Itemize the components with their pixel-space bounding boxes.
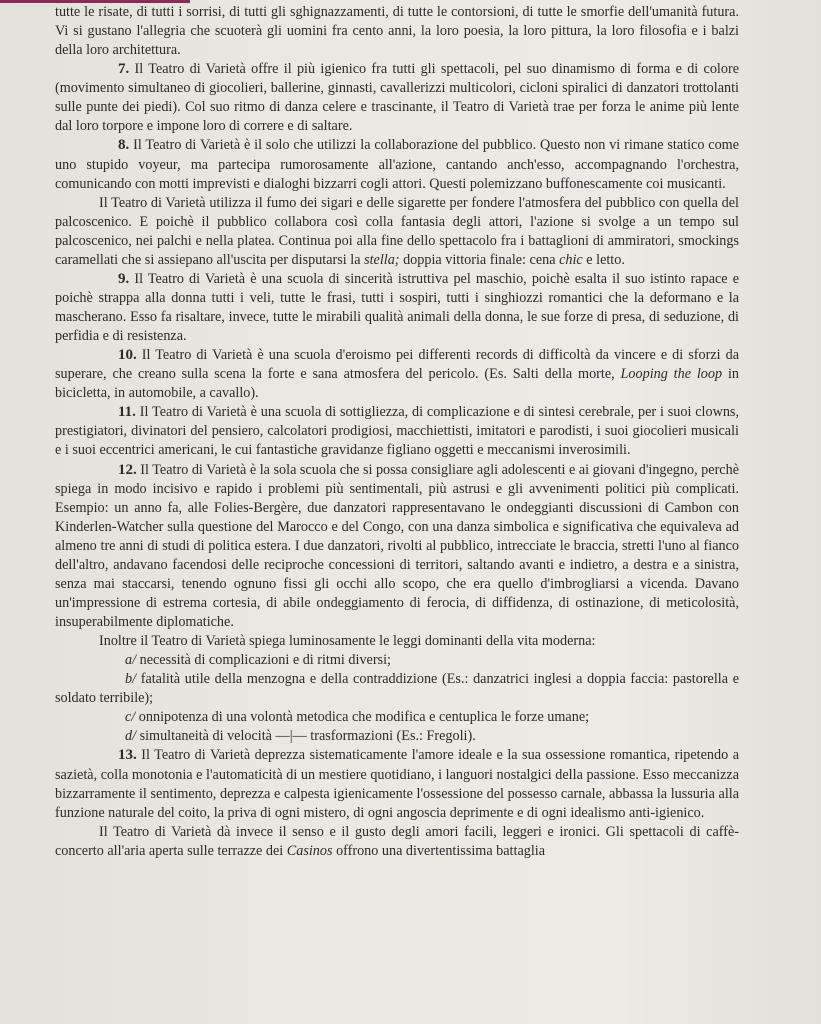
text-run: Il Teatro di Varietà deprezza sistematicamente l'amore ideale e la sua ossessione romantica, ripetendo a sazietà, colla monotonia e l'automaticità di un mestiere quotidiano, i languori nostalgici della passione. Esso meccanizza bizzarramente il sentimento, deprezza e calpesta igienicamente l'ossessione del possesso carnale, abbassa la lussuria alla funzione naturale del coito, la priva di ogni mistero, di ogni angoscia deprimente e di ogni idealismo anti-igienico. — [55, 747, 739, 821]
paragraph — [55, 3, 739, 60]
paragraph — [55, 727, 739, 746]
text-run: e letto. — [582, 251, 625, 268]
italic-text: b/ — [125, 671, 137, 688]
section-number: 12. — [118, 461, 137, 478]
text-run: Il Teatro di Varietà è una scuola di sincerità istruttiva pel maschio, poichè esalta il suo istinto rapace e poichè strappa alla donna tutti i veli, tutte le frasi, tutti i sospiri, tutti i singhiozzi romantici che la deformano e la mascherano. Esso fa risaltare, invece, tutte le mirabili qualità animali della donna, le sue forze di presa, di seduzione, di perfidia e di resistenza. — [55, 270, 739, 345]
text-run: Inoltre il Teatro di Varietà spiega luminosamente le leggi dominanti della vita moderna: — [99, 633, 596, 650]
text-run: fatalità utile della menzogna e della contraddizione (Es.: danzatrici inglesi a doppia faccia: pastorella e soldato terribile); — [55, 671, 739, 707]
document-page — [55, 3, 739, 861]
paragraph — [55, 823, 739, 861]
paragraph — [55, 651, 739, 670]
italic-text: stella; — [364, 251, 400, 268]
section-number: 11. — [118, 404, 136, 421]
text-run: tutte le risate, di tutti i sorrisi, di tutti gli sghignazzamenti, di tutte le contorsioni, di tutte le smorfie dell'umanità futura. Vi si gustano l'allegria che scuoterà gli uomini fra cento anni, la loro poesia, la loro pittura, la loro filosofia e i balzi della loro architettura. — [55, 4, 739, 59]
paragraph — [55, 632, 739, 651]
section-number: 9. — [118, 270, 130, 287]
paragraph — [55, 194, 739, 270]
text-run: offrono una divertentissima battaglia — [332, 842, 546, 859]
text-run: Il Teatro di Varietà è il solo che utilizzi la collaborazione del pubblico. Questo non vi rimane statico come uno stupido voyeur, ma partecipa rumorosamente all'azione, cantando anch'esso, accompagnando l'orchestra, comunicando con motti imprevisti e dialoghi bizzarri cogli attori. Questi polemizzano buffonescamente coi musicanti. — [55, 137, 739, 192]
text-run: necessità di complicazioni e di ritmi diversi; — [136, 652, 391, 669]
section-number: 7. — [118, 61, 130, 78]
paragraph — [55, 346, 739, 403]
section-number: 10. — [118, 347, 137, 364]
section-number: 13. — [118, 747, 137, 764]
italic-text: c/ — [125, 709, 136, 726]
paragraph — [55, 60, 739, 136]
paragraph — [55, 746, 739, 822]
text-run: in bicicletta, in automobile, a cavallo). — [55, 366, 739, 402]
paragraph — [55, 136, 739, 193]
paragraph — [55, 270, 739, 346]
italic-text: chic — [559, 251, 583, 268]
text-run: onnipotenza di una volontà metodica che modifica e centuplica le forze umane; — [135, 709, 590, 726]
text-run: Il Teatro di Varietà è una scuola di sottigliezza, di complicazione e di sintesi cerebrale, per i suoi clowns, prestigiatori, divinatori del pensiero, calcolatori prodigiosi, macchiettisti, imitatori e parodisti, i suoi giocolieri musicali e i suoi eccentrici americani, le cui fantastiche gravidanze figliano oggetti e meccanismi inverosimili. — [55, 404, 739, 459]
italic-text: Looping the loop — [620, 366, 723, 383]
paragraph — [55, 670, 739, 708]
text-run: Il Teatro di Varietà è la sola scuola che si possa consigliare agli adolescenti e ai giovani d'ingegno, perchè spiega in modo incisivo e rapido i problemi più sentimentali, più astrusi e gli avvenimenti politici più complicati. Esempio: un anno fa, alle Folies-Bergère, due danzatori rappresentavano le ondeggianti discussioni di Cambon con Kinderlen-Watcher sulla questione del Marocco e del Congo, con una danza simbolica e significativa che equivaleva ad almeno tre anni di studi di politica estera. I due danzatori, rivolti al pubblico, intrecciate le braccia, stretti l'uno al fianco dell'altro, andavano facendosi delle reciproche concessioni di territori, saltando avanti e indietro, a destra e a sinistra, senza mai staccarsi, tenendo ognuno fissi gli occhi allo scopo, che era quello d'imbrogliarsi a vicenda. Davano un'impressione di estrema cortesia, di abile ondeggiamento di ferocia, di diffidenza, di ostinazione, di meticolosità, insuperabilmente diplomatiche. — [55, 461, 739, 630]
italic-text: d/ — [125, 728, 137, 745]
paragraph — [55, 461, 739, 633]
italic-text: Casinos — [286, 842, 333, 859]
text-run: simultaneità di velocità —|— trasformazioni (Es.: Fregoli). — [136, 728, 476, 745]
paragraph — [55, 403, 739, 460]
paragraph — [55, 708, 739, 727]
text-run: Il Teatro di Varietà utilizza il fumo dei sigari e delle sigarette per fondere l'atmosfera del pubblico con quella del palcoscenico. E poichè il pubblico collabora così colla fantasia degli attori, l'azione si svolge a un tempo sul palcoscenico, nei palchi e nella platea. Continua poi alla fine dello spettacolo fra i battaglioni di ammiratori, smockings caramellati che si assiepano all'uscita per disputarsi la — [55, 194, 739, 268]
text-run: Il Teatro di Varietà è una scuola d'eroismo pei differenti records di difficoltà da vincere e di sforzi da superare, che creano sulla scena la forte e sana atmosfera del pericolo. (Es. Salti della morte, — [55, 347, 739, 383]
text-run: Il Teatro di Varietà dà invece il senso e il gusto degli amori facili, leggeri e ironici. Gli spettacoli di caffè-concerto all'aria aperta sulle terrazze dei — [55, 823, 739, 859]
text-run: Il Teatro di Varietà offre il più igienico fra tutti gli spettacoli, pel suo dinamismo di forma e di colore (movimento simultaneo di giocolieri, ballerine, ginnasti, cavallerizzi multicolori, cicloni spiralici di danzatori trottolanti sulle punte dei piedi). Col suo ritmo di danza celere e trascinante, il Teatro di Varietà trae per forza le anime più lente dal loro torpore e impone loro di correre e di saltare. — [55, 61, 739, 135]
section-number: 8. — [118, 137, 130, 154]
italic-text: a/ — [125, 652, 137, 669]
text-run: doppia vittoria finale: cena — [399, 251, 560, 268]
